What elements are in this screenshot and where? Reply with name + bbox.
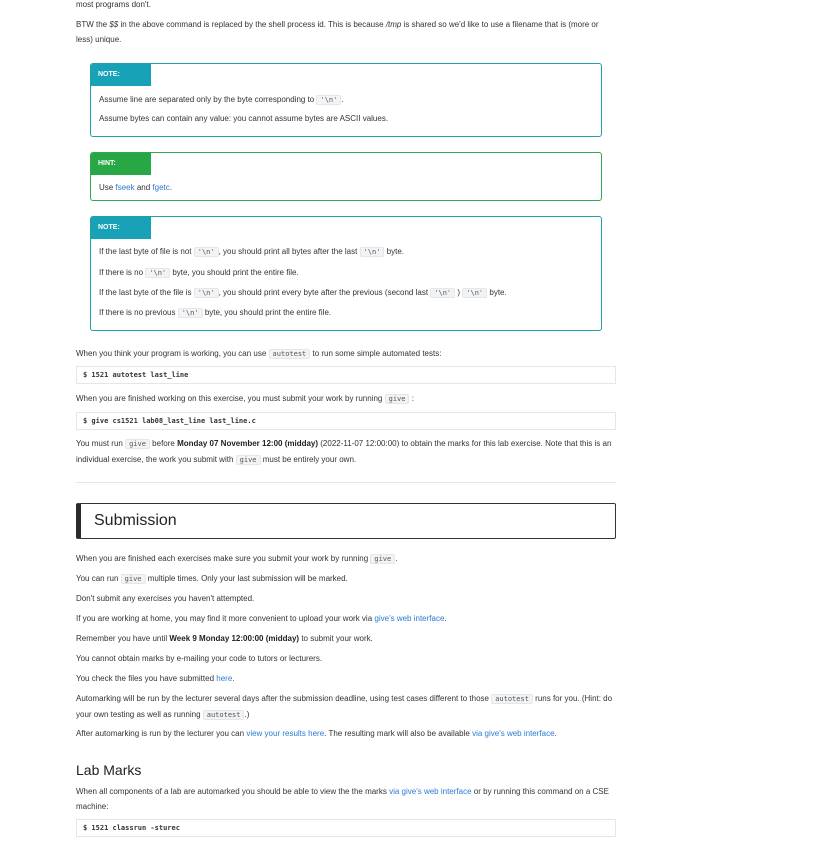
note2-line2: If there is no '\n' byte, you should print the entire file. bbox=[99, 268, 299, 277]
cut-line: most programs don't. bbox=[76, 0, 151, 9]
submission-p7: You check the files you have submitted here. bbox=[76, 674, 235, 683]
hint-callout bbox=[90, 152, 602, 201]
autotest-command[interactable]: $ 1521 autotest last_line bbox=[76, 366, 616, 384]
fgetc-link[interactable]: fgetc bbox=[152, 183, 170, 192]
submission-p9: After automarking is run by the lecturer you can view your results here. The resulting mark will also be available via give's web interface. bbox=[76, 729, 557, 738]
submission-heading bbox=[76, 503, 616, 539]
note-badge: NOTE: bbox=[91, 217, 151, 239]
divider bbox=[76, 482, 616, 483]
note-badge: NOTE: bbox=[91, 64, 151, 86]
hint-line: Use fseek and fgetc. bbox=[99, 183, 172, 192]
submission-p4: If you are working at home, you may find it more convenient to upload your work via give's web interface. bbox=[76, 614, 447, 623]
give-command[interactable]: $ give cs1521 lab08_last_line last_line.c bbox=[76, 412, 616, 430]
fseek-link[interactable]: fseek bbox=[115, 183, 135, 192]
submission-p6: You cannot obtain marks by e-mailing your code to tutors or lecturers. bbox=[76, 654, 323, 663]
autotest-paragraph: When you think your program is working, you can use autotest to run some simple automated tests: bbox=[76, 349, 442, 358]
note1-line1: Assume line are separated only by the byte corresponding to '\n' . bbox=[99, 95, 344, 104]
note2-line1: If the last byte of file is not '\n' , you should print all bytes after the last '\n' byte. bbox=[99, 247, 405, 256]
note-callout-1 bbox=[90, 63, 602, 137]
give-paragraph: When you are finished working on this exercise, you must submit your work by running give : bbox=[76, 394, 414, 403]
submission-p1: When you are finished each exercises make sure you submit your work by running give . bbox=[76, 554, 398, 563]
submission-p5: Remember you have until Week 9 Monday 12:00:00 (midday) to submit your work. bbox=[76, 634, 373, 643]
submission-p3: Don't submit any exercises you haven't attempted. bbox=[76, 594, 255, 603]
note1-line2: Assume bytes can contain any value: you cannot assume bytes are ASCII values. bbox=[99, 114, 389, 123]
submission-p2: You can run give multiple times. Only your last submission will be marked. bbox=[76, 574, 348, 583]
btw-paragraph: BTW the $$ in the above command is replaced by the shell process id. This is because /tmp is shared so we'd like to use a filename that is (more or less) unique. bbox=[76, 20, 599, 44]
note-callout-2 bbox=[90, 216, 602, 331]
give-web-interface-link[interactable]: give's web interface bbox=[374, 614, 445, 623]
hint-badge: HINT: bbox=[91, 153, 151, 175]
note2-line3: If the last byte of the file is '\n' , you should print every byte after the previous (second last '\n' ) '\n' byte. bbox=[99, 288, 507, 297]
note2-line4: If there is no previous '\n' byte, you should print the entire file. bbox=[99, 308, 332, 317]
give-web-interface-link-2[interactable]: via give's web interface bbox=[472, 729, 555, 738]
classrun-command[interactable]: $ 1521 classrun -sturec bbox=[76, 819, 616, 837]
submitted-files-link[interactable]: here bbox=[216, 674, 233, 683]
lab-marks-title: Lab Marks bbox=[76, 762, 142, 778]
view-results-link[interactable]: view your results here bbox=[246, 729, 325, 738]
lab-marks-paragraph: When all components of a lab are automarked you should be able to view the the marks via give's web interface or by running this command on a CSE machine: bbox=[76, 787, 609, 811]
deadline-paragraph: You must run give before Monday 07 November 12:00 (midday) (2022-11-07 12:00:00) to obtain the marks for this lab exercise. Note that this is an individual exercise, the work you submit with give must be entirely your own. bbox=[76, 439, 612, 464]
submission-p8: Automarking will be run by the lecturer several days after the submission deadline, using test cases different to those autotest runs for you. (Hint: do your own testing as well as running autotest .) bbox=[76, 694, 613, 719]
lab-marks-give-link[interactable]: via give's web interface bbox=[389, 787, 472, 796]
submission-title: Submission bbox=[94, 512, 177, 529]
